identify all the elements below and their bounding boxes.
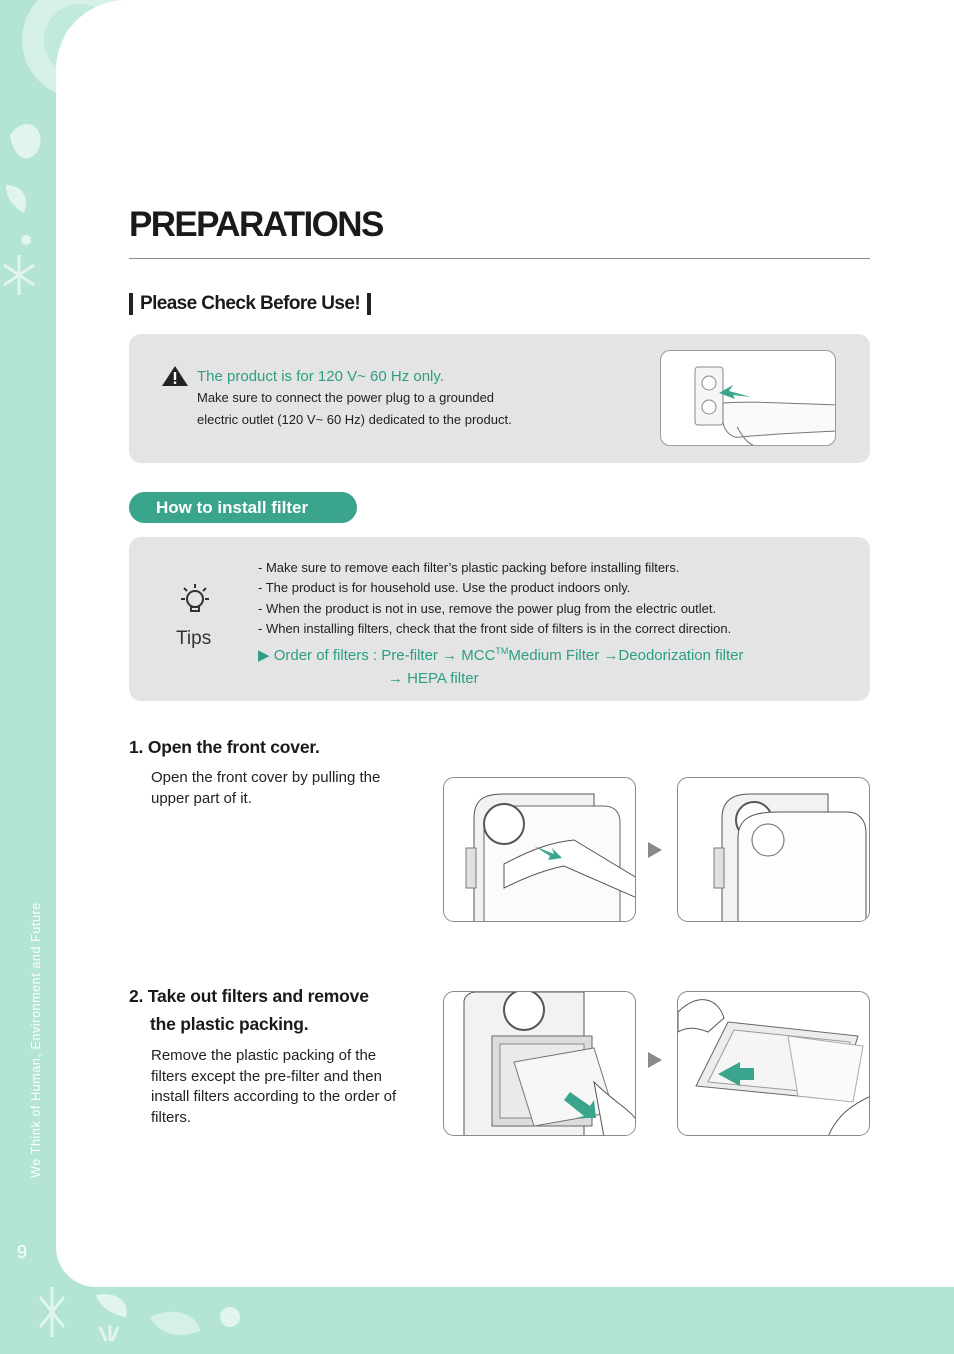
lightbulb-icon	[176, 582, 214, 620]
power-outlet-illustration	[660, 350, 836, 446]
side-slogan: We Think of Human, Environment and Future	[29, 902, 43, 1178]
side-decoration	[0, 95, 56, 1287]
step-1-illustration-a	[443, 777, 636, 922]
warning-title: The product is for 120 V~ 60 Hz only.	[197, 368, 444, 385]
tip-line-2: - The product is for household use. Use the product indoors only.	[258, 580, 631, 595]
step-2-desc-line-1: Remove the plastic packing of the	[151, 1047, 377, 1064]
step-2-heading-line-1: 2. Take out filters and remove	[129, 986, 369, 1006]
page-title: PREPARATIONS	[129, 205, 383, 244]
warning-icon	[161, 365, 189, 387]
step-2-illustration-a	[443, 991, 636, 1136]
filter-order-suffix: Medium Filter →Deodorization filter	[508, 647, 744, 664]
step-2-next-arrow	[648, 1052, 662, 1068]
step-2-description	[151, 1046, 396, 1128]
title-divider	[129, 258, 870, 259]
step-2-heading-line-2: the plastic packing.	[150, 1014, 309, 1034]
cover-opened-icon	[678, 778, 870, 922]
tips-label: Tips	[176, 628, 212, 649]
remove-plastic-packing-icon	[678, 992, 870, 1136]
filter-order-line-2: → HEPA filter	[388, 670, 479, 687]
heading-bar-right	[367, 293, 371, 315]
step-1-desc-line-2: upper part of it.	[151, 789, 252, 807]
filter-order-prefix: ▶ Order of filters : Pre-filter → MCC	[258, 647, 496, 664]
step-1-next-arrow	[648, 842, 662, 858]
check-heading	[129, 292, 371, 316]
install-filter-heading: How to install filter	[129, 492, 357, 523]
tip-line-3: - When the product is not in use, remove the power plug from the electric outlet.	[258, 601, 717, 616]
plug-in-outlet-icon	[661, 351, 836, 446]
warning-line-1: Make sure to connect the power plug to a grounded	[197, 390, 495, 405]
take-out-filter-icon	[444, 992, 636, 1136]
pull-front-cover-icon	[444, 778, 636, 922]
step-2-desc-line-4: filters.	[151, 1108, 192, 1126]
step-1-description	[151, 768, 380, 809]
step-1-heading: 1. Open the front cover.	[129, 737, 320, 757]
tip-line-4: - When installing filters, check that the front side of filters is in the correct direction.	[258, 621, 732, 636]
check-heading-text: Please Check Before Use!	[140, 293, 361, 314]
page-number: 9	[17, 1242, 28, 1262]
trademark-mark: TM	[495, 646, 509, 656]
step-1-desc-line-1: Open the front cover by pulling the	[151, 769, 381, 786]
bottom-decoration	[0, 1287, 954, 1354]
filter-order-line-1	[258, 646, 743, 664]
tip-line-1: - Make sure to remove each filter’s plastic packing before installing filters.	[258, 560, 680, 575]
step-2-illustration-b	[677, 991, 870, 1136]
heading-bar-left	[129, 293, 133, 315]
step-2-desc-line-2: filters except the pre-filter and then	[151, 1067, 382, 1085]
warning-line-2: electric outlet (120 V~ 60 Hz) dedicated to the product.	[197, 412, 512, 427]
step-1-illustration-b	[677, 777, 870, 922]
step-2-desc-line-3: install filters according to the order of	[151, 1088, 397, 1105]
